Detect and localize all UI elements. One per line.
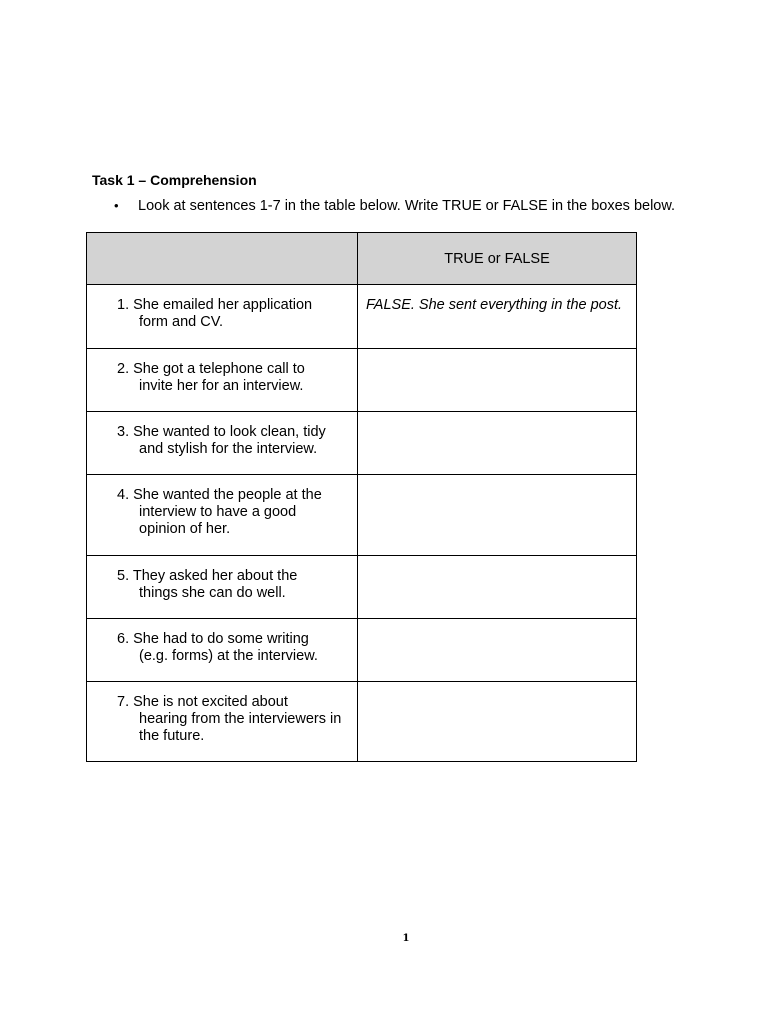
statement-text-rest: interview to have a good opinion of her. [139,504,297,537]
table-row [87,556,637,619]
table-row [87,475,637,556]
statement-number: 2. [117,361,130,377]
table-row [87,619,637,682]
statement-cell [87,556,358,619]
statement-text-rest: (e.g. forms) at the interview. [139,648,318,664]
statement-text-line1: She is not excited about [133,694,288,710]
answer-text [358,349,636,369]
bullet-point: • [114,198,119,213]
answer-text [358,412,636,432]
statement-number: 7. [117,694,130,710]
statement-number: 3. [117,424,130,440]
statement-column-header [87,233,358,285]
answer-cell[interactable] [358,475,637,556]
comprehension-table [86,232,637,762]
statement-cell [87,285,358,349]
statement-cell [87,682,358,762]
statement-text-rest: form and CV. [139,314,224,330]
answer-cell[interactable] [358,285,637,349]
answer-text [358,556,636,576]
statement-cell [87,475,358,556]
statement-text-line1: She emailed her application [133,297,313,313]
answer-column-header: TRUE or FALSE [358,233,637,285]
statement-text-rest: invite her for an interview. [139,378,304,394]
table-row [87,285,637,349]
task-heading: Task 1 – Comprehension [92,172,257,188]
answer-text [358,475,636,495]
answer-cell[interactable] [358,349,637,412]
statement-text-rest: things she can do well. [139,585,286,601]
statement-text-line1: She wanted to look clean, tidy [133,424,326,440]
statement-text-rest: and stylish for the interview. [139,441,318,457]
page-number: 1 [402,933,410,944]
statement-text-line1: They asked her about the [132,568,298,584]
statement-cell [87,349,358,412]
answer-cell[interactable] [358,682,637,762]
answer-cell[interactable] [358,556,637,619]
answer-cell[interactable] [358,412,637,475]
statement-text-line1: She had to do some writing [133,631,309,647]
statement-cell [87,619,358,682]
statement-text-line1: She wanted the people at the [133,487,322,503]
statement-text-rest: hearing from the interviewers in the future. [139,711,342,744]
table-row [87,682,637,762]
answer-text [358,619,636,639]
statement-number: 1. [117,297,130,313]
instruction-text: Look at sentences 1-7 in the table below. Write TRUE or FALSE in the boxes below. [138,198,676,214]
statement-number: 5. [117,568,130,584]
statement-number: 4. [117,487,130,503]
table-header-row [87,233,637,285]
statement-text-line1: She got a telephone call to [133,361,305,377]
statement-cell [87,412,358,475]
task-instruction [114,198,675,214]
answer-text [358,682,636,702]
table-row [87,349,637,412]
table-row [87,412,637,475]
statement-number: 6. [117,631,130,647]
answer-cell[interactable] [358,619,637,682]
answer-text: FALSE. She sent everything in the post. [366,297,623,313]
